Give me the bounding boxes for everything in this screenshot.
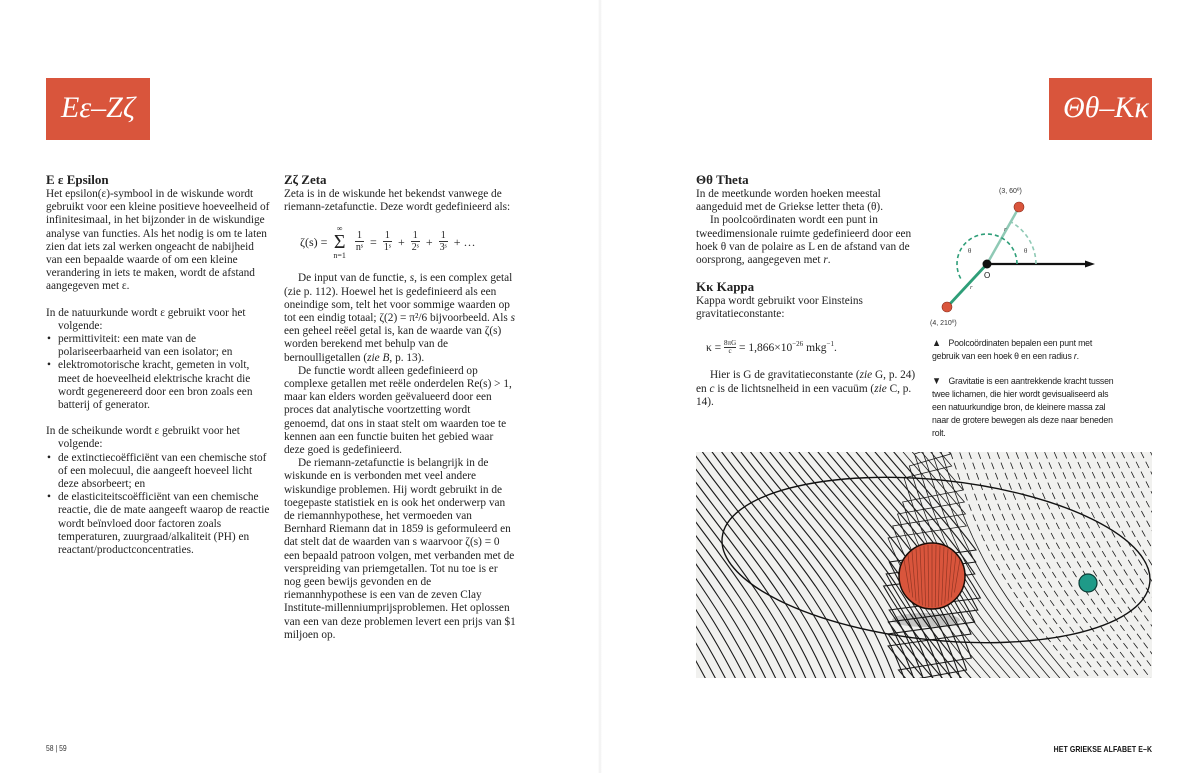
- epsilon-chemistry-intro: In de scheikunde wordt ε gebruikt voor het volgende:: [46, 425, 240, 451]
- text-run: .: [827, 254, 831, 267]
- grid-line: [993, 452, 1133, 678]
- text-run: is de lichtsnelheid in een vacuüm (: [714, 382, 875, 395]
- cross-reference: zie: [859, 369, 873, 382]
- zeta-section: [284, 172, 516, 642]
- text-run: De input van de functie,: [298, 272, 410, 285]
- plus-sign: +: [425, 234, 433, 249]
- section-tab-epsilon-zeta: [46, 78, 150, 140]
- text-run: G, p. 24) en: [696, 369, 916, 395]
- summation-sign: [333, 224, 346, 260]
- section-tab-label: Θθ–Κκ: [1063, 91, 1149, 124]
- section-tab-label: Eε–Zζ: [61, 91, 135, 124]
- epsilon-physics-list: [46, 333, 271, 412]
- theta-polar-paragraph: [696, 214, 921, 267]
- angle-label: θ: [968, 247, 972, 255]
- grid-line: [696, 452, 847, 678]
- grid-line: [696, 452, 798, 678]
- formula-tail: + …: [453, 234, 476, 249]
- fraction: $\frac{8\pi G}{c}$: [724, 339, 737, 356]
- grid-line: [696, 452, 707, 678]
- variable-r: r: [823, 254, 828, 267]
- gravity-well-drawing: [696, 452, 1152, 678]
- text-run: C, p. 14).: [696, 382, 912, 408]
- grid-line: [705, 452, 867, 678]
- kappa-paragraph: Kappa wordt gebruikt voor Einsteins gravitatieconstante:: [696, 295, 863, 321]
- radius-line-1: [987, 209, 1018, 264]
- grid-line: [1021, 452, 1152, 678]
- list-item: • de extinctiecoëfficiënt van een chemische stof of een molecuul, die aangeeft hoeveel licht deze absorbeert; en: [58, 452, 271, 492]
- point-label-4-210: (4, 210º): [930, 320, 957, 327]
- text-run: In poolcoördinaten wordt een punt in tweedimensionale ruimte gedefinieerd door een hoek θ van de polaire as L en de afstand van de oorsprong, aangegeven met: [696, 214, 912, 267]
- zeta-input-paragraph: [284, 272, 516, 364]
- grid-line: [1088, 452, 1152, 678]
- polar-coordinates-diagram: [925, 185, 1115, 330]
- text-run: , p. 13).: [389, 351, 425, 364]
- page-gutter: [598, 0, 602, 773]
- text-run: een geheel reëel getal is, kan de waarde van ζ(s) worden berekend met behulp van de bernoulligetallen (: [284, 325, 502, 364]
- unit: mkg: [803, 341, 827, 354]
- epsilon-heading: Ε ε Epsilon: [46, 172, 109, 187]
- caption-polar: [932, 337, 1116, 363]
- theta-paragraph: In de meetkunde worden hoeken meestal aangeduid met de Griekse letter theta (θ).: [696, 188, 884, 214]
- cross-reference: zie B: [367, 351, 390, 364]
- epsilon-physics-intro: In de natuurkunde wordt ε gebruikt voor het volgende:: [46, 306, 246, 332]
- list-item: • permittiviteit: een mate van de polariseerbaarheid van een isolator; en: [58, 333, 271, 359]
- origin-point: [983, 260, 992, 269]
- variable-s: s: [510, 312, 515, 325]
- triangle-up-icon: ▲: [932, 338, 941, 349]
- text-run: Gravitatie is een aantrekkende kracht tussen twee lichamen, die hier wordt gevisualiseerd als een natuurkundige bron, de kleinere massa zal naar de grotere bewegen als deze naar beneden rolt.: [932, 376, 1114, 439]
- grid-line: [696, 452, 788, 678]
- running-head: HET GRIEKSE ALFABET E–K: [1053, 744, 1152, 754]
- grid-line: [696, 452, 747, 678]
- list-item: • elektromotorische kracht, gemeten in volt, meet de hoeveelheid elektrische kracht die wordt gegenereerd door een bron zoals een batterij of generator.: [58, 359, 271, 412]
- sum-lower-limit: n=1: [333, 251, 346, 261]
- fraction: $\frac{1}{\text{nˢ}}$: [355, 230, 364, 254]
- kappa-heading: Κκ Kappa: [696, 279, 755, 295]
- variable-r: r: [1073, 351, 1077, 362]
- point-label-3-60: (3, 60º): [999, 188, 1022, 195]
- theta-heading: Θθ Theta: [696, 172, 749, 187]
- grid-line: [1003, 452, 1144, 678]
- formula-lhs: κ =: [706, 341, 722, 354]
- gravity-well-illustration: [696, 452, 1152, 678]
- radius-label: r: [1004, 226, 1007, 233]
- zeta-heading: Ζζ Zeta: [284, 172, 327, 187]
- section-tab-theta-kappa: [1049, 78, 1152, 140]
- cross-reference: zie: [874, 382, 887, 395]
- point-3-60: [1014, 202, 1024, 212]
- text-run: , is een complex getal (zie p. 112). Hoewel het is gedefinieerd als een oneindige som, telt het voor sommige waarden op tot een eindig totaal; ζ(2) = π²/6 bijvoorbeeld. Als: [284, 272, 513, 325]
- text-run: .: [1076, 351, 1079, 362]
- zeta-paragraph: Zeta is in de wiskunde het bekendst vanwege de riemann-zetafunctie. Deze wordt gedefinieerd als:: [284, 188, 511, 214]
- figure-captions: [932, 337, 1116, 452]
- grid-line: [984, 452, 1124, 678]
- angle-arc-60: [1011, 222, 1036, 264]
- fraction: $\frac{1}{\text{2ˢ}}$: [411, 230, 419, 254]
- page-numbers: 58 | 59: [46, 744, 67, 753]
- sigma-glyph: Σ: [333, 231, 346, 254]
- radius-line-2: [948, 264, 987, 306]
- variable-s: s: [409, 272, 415, 285]
- fraction: $\frac{1}{\text{3ˢ}}$: [439, 230, 447, 254]
- grid-line: [1098, 452, 1152, 678]
- origin-label: O: [984, 271, 991, 280]
- epsilon-section: [46, 172, 271, 557]
- grid-line: [1126, 452, 1152, 678]
- exponent: −1: [826, 339, 834, 348]
- grid-line: [696, 452, 727, 678]
- variable-c: c: [709, 382, 715, 395]
- grid-line: [975, 452, 1114, 678]
- large-mass-shadow: [892, 613, 960, 627]
- epsilon-paragraph: Het epsilon(ε)-symbool in de wiskunde wordt gebruikt voor een kleine positieve hoeveelheid of infinitesimaal, in het bijzonder in de wiskundige analyse van functies. Als het nodig is om te laten zien dat iets zal werken ongeacht de nabijheid van een bepaalde waarde of om een kleine verandering in iets te maken, wordt de afstand aangegeven met ε.: [46, 188, 270, 293]
- point-4-210: [942, 302, 952, 312]
- grid-line: [696, 452, 857, 678]
- list-item: • de elasticiteitscoëfficiënt van een chemische reactie, die de mate aangeeft waarop de reactie wordt beïnvloed door factoren zoals temperaturen, zuurgraad/alkaliteit (PH) en reactant/productconcentraties.: [58, 491, 271, 557]
- exponent: −26: [792, 339, 804, 348]
- fraction: $\frac{1}{\text{1ˢ}}$: [383, 230, 391, 254]
- plus-sign: +: [397, 234, 405, 249]
- formula-rhs: = 1,866×10: [739, 341, 793, 354]
- text-run: .: [833, 341, 837, 354]
- triangle-down-icon: ▼: [932, 376, 941, 387]
- zeta-formula: [300, 224, 516, 260]
- grid-line: [1050, 452, 1152, 678]
- kappa-explanation: [696, 369, 921, 409]
- small-mass-sphere: [1079, 574, 1097, 592]
- angle-label: θ: [1024, 247, 1028, 255]
- grid-line: [1040, 452, 1152, 678]
- arrow-head-icon: [1085, 261, 1095, 268]
- caption-gravity: [932, 375, 1116, 440]
- grid-line: [696, 452, 808, 678]
- equals-sign: =: [370, 234, 377, 249]
- text-run: Poolcoördinaten bepalen een punt met gebruik van een hoek θ en een radius: [932, 338, 1093, 362]
- epsilon-chemistry-list: [46, 452, 271, 558]
- zeta-importance-paragraph: De riemann-zetafunctie is belangrijk in de wiskunde en is verbonden met veel andere wiskundige problemen. Hij wordt gebruikt in de toegepaste statistiek en is ook het onderwerp van de riemannhypothese, het vermoeden van Bernhard Riemann dat in 1859 is geformuleerd en dat stelt dat de waarden van s waarvoor ζ(s) = 0 een bepaald patroon volgen, met verbanden met de verspreiding van priemgetallen. Tot nu toe is er nog geen bewijs gevonden en de riemannhypothese is een van de zeven Clay Institute-millenniumprijsproblemen. Het oplossen van een van deze problemen levert een prijs van $1 miljoen op.: [284, 457, 516, 641]
- text-run: Hier is G de gravitatieconstante (: [710, 369, 860, 382]
- radius-label: r: [970, 284, 973, 291]
- grid-line: [1031, 452, 1152, 678]
- theta-kappa-section: [696, 172, 921, 409]
- formula-lhs: ζ(s) =: [300, 234, 328, 249]
- sum-upper-limit: ∞: [336, 224, 343, 234]
- kappa-formula: [706, 338, 921, 356]
- zeta-definition-paragraph: De functie wordt alleen gedefinieerd op complexe getallen met reële onderdelen Re(s) > 1, maar kan elders worden geëvalueerd door een proces dat analytische voortzetting wordt genoemd, dat ons in staat stelt om waarden toe te kennen aan een functie buiten het gebied waar deze goed is gedefinieerd.: [284, 364, 512, 457]
